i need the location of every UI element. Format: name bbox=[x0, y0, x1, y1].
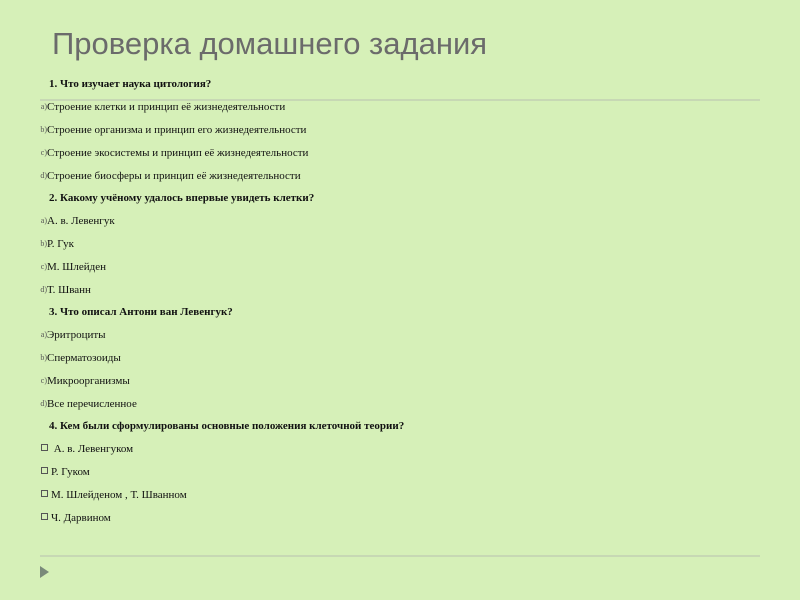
q4-option-2 bbox=[0, 466, 90, 478]
q2-option-a bbox=[0, 215, 115, 227]
option-marker: d) bbox=[40, 171, 47, 180]
option-marker: c) bbox=[40, 262, 47, 271]
q3-option-c bbox=[0, 375, 130, 387]
option-text: Строение организма и принцип его жизнедеятельности bbox=[47, 124, 307, 136]
option-text: Р. Гуком bbox=[51, 466, 90, 478]
square-bullet-icon bbox=[41, 513, 48, 520]
option-marker: c) bbox=[40, 376, 47, 385]
q1-option-c bbox=[0, 147, 308, 159]
question-3: 3. Что описал Антони ван Левенгук? bbox=[49, 306, 233, 318]
q1-option-b bbox=[0, 124, 306, 136]
q2-option-d bbox=[0, 284, 91, 296]
q1-option-d bbox=[0, 170, 301, 182]
option-marker: b) bbox=[40, 353, 47, 362]
q2-option-c bbox=[0, 261, 106, 273]
question-1: 1. Что изучает наука цитология? bbox=[49, 78, 212, 90]
triangle-right-icon[interactable] bbox=[40, 566, 49, 578]
option-text: Р. Гук bbox=[47, 238, 75, 250]
option-marker: a) bbox=[40, 330, 47, 339]
option-text: М. Шлейденом , Т. Шванном bbox=[51, 489, 187, 501]
q4-option-3 bbox=[0, 489, 187, 501]
option-text: Все перечисленное bbox=[47, 398, 137, 410]
square-bullet-icon bbox=[41, 467, 48, 474]
question-2: 2. Какому учёному удалось впервые увидеть клетки? bbox=[49, 192, 315, 204]
square-bullet-icon bbox=[41, 490, 48, 497]
slide-title: Проверка домашнего задания bbox=[52, 26, 488, 61]
option-marker: d) bbox=[40, 399, 47, 408]
option-text: Сперматозоиды bbox=[47, 352, 121, 364]
q4-option-4 bbox=[0, 512, 111, 524]
question-4: 4. Кем были сформулированы основные положения клеточной теории? bbox=[49, 420, 405, 432]
q2-option-b bbox=[0, 238, 74, 250]
option-marker: d) bbox=[40, 285, 47, 294]
option-marker: a) bbox=[40, 216, 47, 225]
option-marker: a) bbox=[40, 102, 47, 111]
option-marker: b) bbox=[40, 125, 47, 134]
q4-option-1 bbox=[0, 443, 133, 455]
q1-option-a bbox=[0, 101, 285, 113]
q3-option-b bbox=[0, 352, 121, 364]
bottom-divider bbox=[40, 555, 760, 557]
option-text: Т. Шванн bbox=[47, 284, 91, 296]
option-text: Ч. Дарвином bbox=[51, 512, 111, 524]
q3-option-d bbox=[0, 398, 137, 410]
option-text: Строение биосферы и принцип её жизнедеятельности bbox=[47, 170, 301, 182]
option-text: Эритроциты bbox=[47, 329, 106, 341]
option-text: Строение клетки и принцип её жизнедеятельности bbox=[47, 101, 286, 113]
option-text: Микроорганизмы bbox=[47, 375, 130, 387]
option-marker: c) bbox=[40, 148, 47, 157]
option-text: Строение экосистемы и принцип её жизнедеятельности bbox=[47, 147, 309, 159]
option-text: А. в. Левенгуком bbox=[51, 443, 134, 455]
option-text: М. Шлейден bbox=[47, 261, 107, 273]
square-bullet-icon bbox=[41, 444, 48, 451]
option-text: А. в. Левенгук bbox=[47, 215, 115, 227]
option-marker: b) bbox=[40, 239, 47, 248]
q3-option-a bbox=[0, 329, 106, 341]
